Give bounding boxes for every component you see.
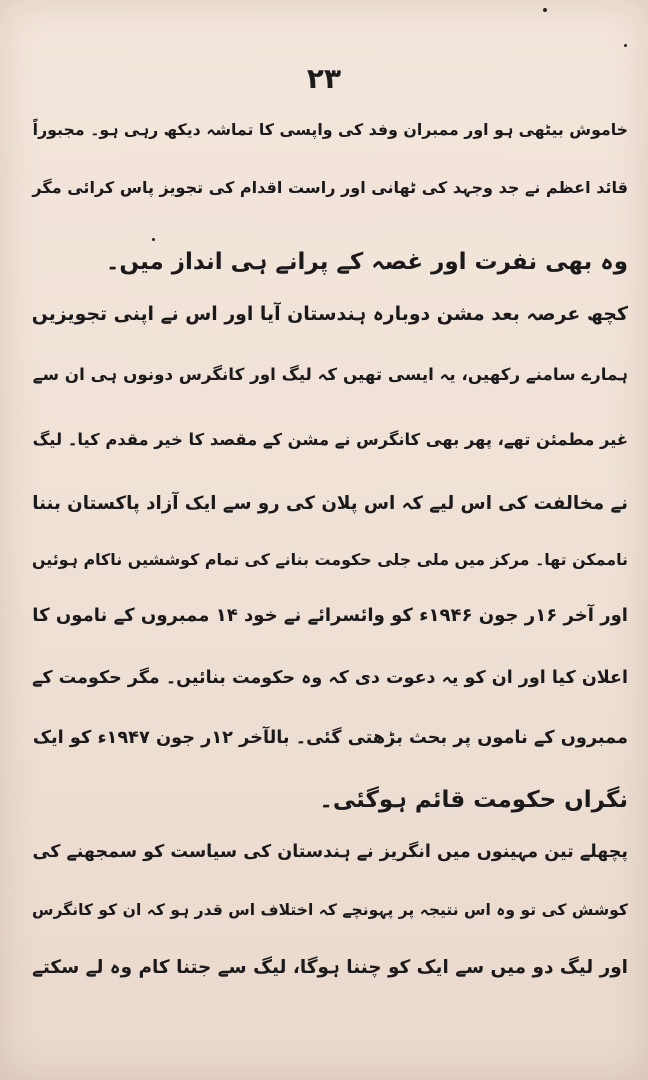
ink-speck [152, 238, 155, 241]
text-line: کوشش کی تو وہ اس نتیجہ پر پہونچے کہ اختلاف اس قدر ہو کہ ان کو کانگرس [31, 901, 628, 919]
text-line: اعلان کیا اور ان کو یہ دعوت دی کہ وہ حکومت بنائیں۔ مگر حکومت کے [32, 668, 628, 688]
text-line: ہمارے سامنے رکھیں، یہ ایسی تھیں کہ لیگ اور کانگرس دونوں ہی ان سے [32, 364, 628, 384]
text-line: نگراں حکومت قائم ہوگئی۔ [319, 787, 628, 813]
text-line: پچھلے تین مہینوں میں انگریز نے ہندستان کی سیاست کو سمجھنے کی [32, 842, 628, 862]
text-line: کچھ عرصہ بعد مشن دوبارہ ہندستان آیا اور اس نے اپنی تجویزیں [31, 303, 628, 325]
text-line: ممبروں کے ناموں پر بحث بڑھتی گئی۔ بالآخر ۱۲ر جون ۱۹۴۷ء کو ایک [32, 728, 628, 748]
text-line: اور آخر ۱۶ر جون ۱۹۴۶ء کو وائسرائے نے خود ۱۴ ممبروں کے ناموں کا [32, 605, 628, 626]
text-line: ناممکن تھا۔ مرکز میں ملی جلی حکومت بنانے کی تمام کوششیں ناکام ہوئیں [32, 550, 628, 569]
text-line: قائد اعظم نے جد وجہد کی ٹھانی اور راست اقدام کی تجویز پاس کرائی مگر [32, 178, 628, 197]
text-line: خاموش بیٹھی ہو اور ممبران وفد کی واپسی کا تماشہ دیکھ رہی ہو۔ مجبوراً [32, 120, 628, 139]
ink-speck [543, 8, 547, 12]
page-number: ۲۳ [306, 62, 342, 95]
text-line: نے مخالفت کی اس لیے کہ اس پلان کی رو سے ایک آزاد پاکستان بننا [32, 493, 628, 514]
text-line: وہ بھی نفرت اور غصہ کے پرانے ہی انداز میں۔ [105, 249, 628, 275]
ink-speck [624, 44, 627, 47]
text-line: اور لیگ دو میں سے ایک کو چننا ہوگا، لیگ سے جتنا کام وہ لے سکتے [32, 957, 628, 978]
text-line: غیر مطمئن تھے، پھر بھی کانگرس نے مشن کے مقصد کا خیر مقدم کیا۔ لیگ [32, 430, 628, 449]
